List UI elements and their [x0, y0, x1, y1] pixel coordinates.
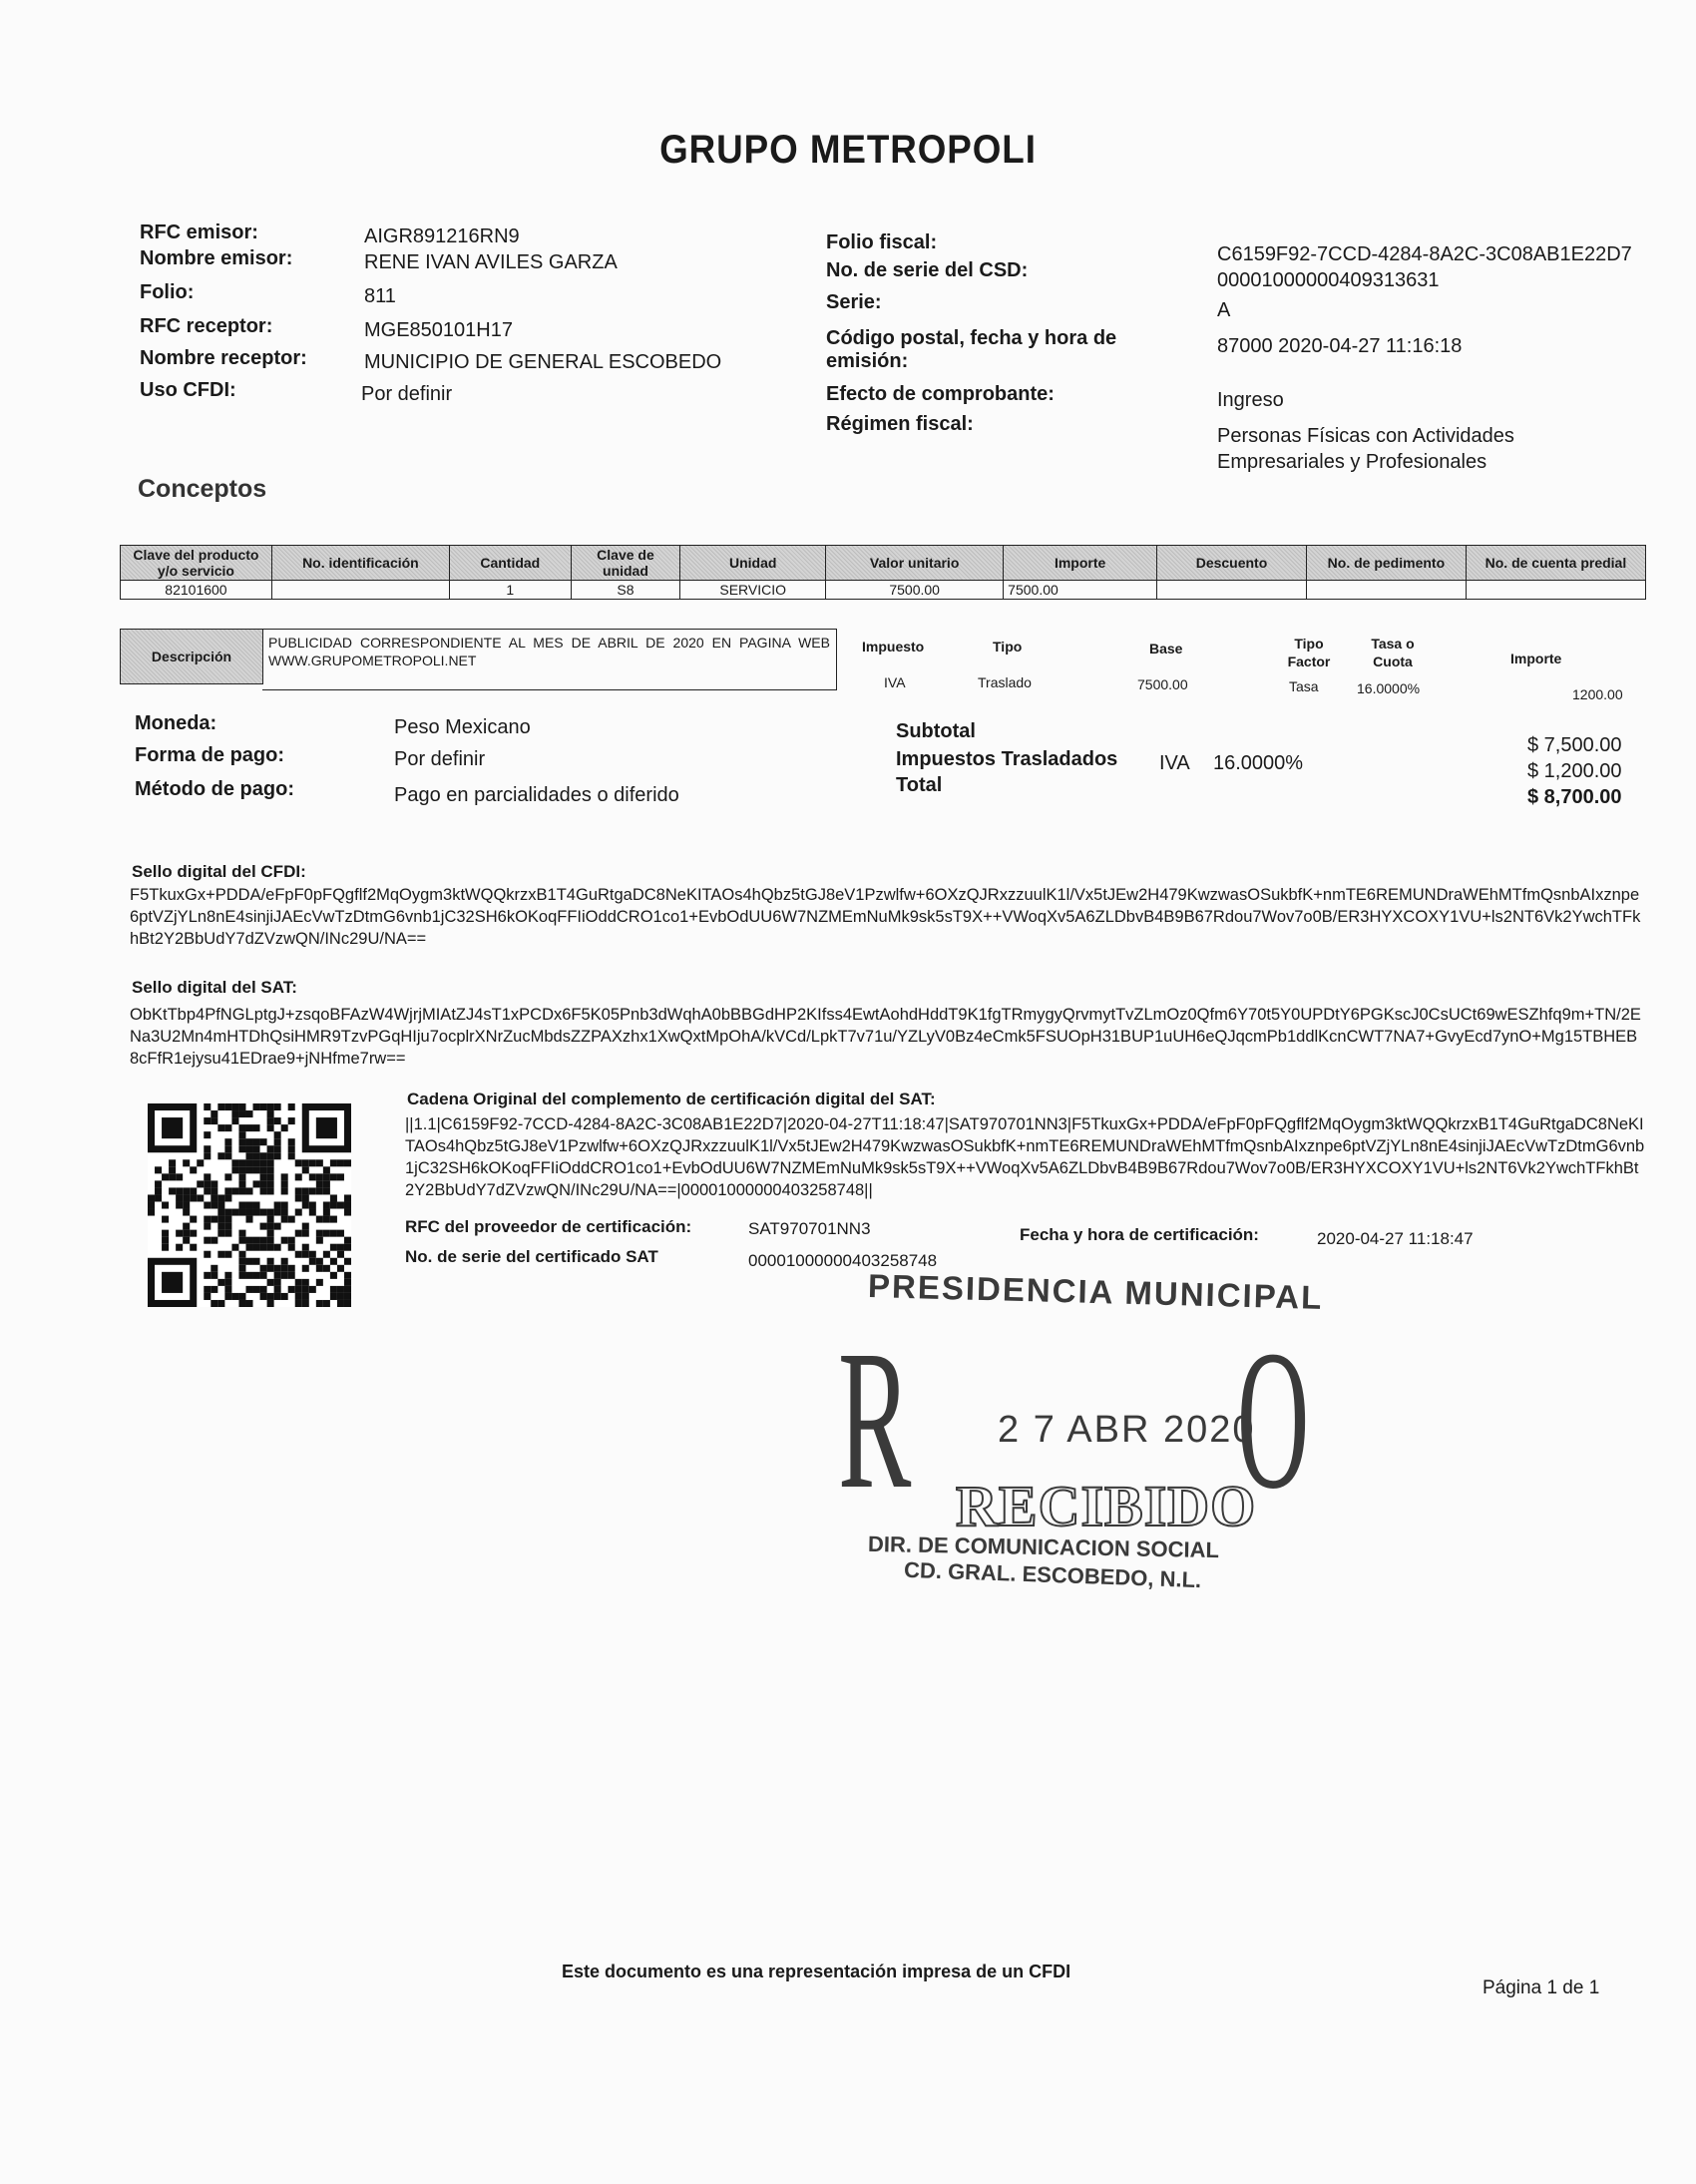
qr-code — [148, 1103, 351, 1307]
cell-importe: 7500.00 — [1004, 581, 1157, 600]
imp-header-base: Base — [1149, 641, 1183, 656]
efecto-value: Ingreso — [1217, 389, 1284, 411]
imp-header-tipo-factor: Tipo Factor — [1287, 636, 1331, 669]
impuestos-tipo: IVA — [1159, 752, 1190, 774]
imp-cell-tipo: Traslado — [978, 674, 1032, 690]
col-valor-unitario: Valor unitario — [826, 546, 1004, 581]
uso-cfdi-value: Por definir — [361, 383, 453, 405]
sello-cfdi-label: Sello digital del CFDI: — [132, 862, 306, 881]
footer-note: Este documento es una representación impresa de un CFDI — [562, 1962, 1071, 1981]
stamp-recibido: RECIBIDO — [956, 1474, 1257, 1538]
cell-no-identificacion — [271, 581, 449, 600]
metodo-pago-label: Método de pago: — [135, 778, 294, 800]
received-stamp — [838, 1265, 1337, 1614]
qr-modules — [148, 1103, 351, 1307]
serie-value: A — [1217, 299, 1231, 321]
conceptos-table — [120, 545, 1646, 600]
cadena-value: ||1.1|C6159F92-7CCD-4284-8A2C-3C08AB1E22D7|2020-04-27T11:18:47|SAT970701NN3|F5TkuxGx+PDDA/eFpF0pFQgflf2MqOygm3ktWQQkrzxB1T4GuRtgaDC8NeKITAOs4hQbz5tGJ8eV1Pzwlfw+6OXzQJRxzzuulK1l/Vx5tJEw2H479KwzwasOSukbfK+nmTE6REMUNDraWEhMTfmQsnbAIxznpe6ptVZjYLn8nE4sinjiJAEcVwTzDtmG6vnb1jC32SH6kOKoqFFIiOddCRO1co1+EvbOdUU6W7NZMEmNuMk9sk5sT9X++VWoqXv5A6ZLDbvB4B9B67Rdou7Wov7o0B/ER3HYXCOXY1VU+ls2NT6Vk2YwchTFkhBt2Y2BbUdY7dZVzwQN/INc29U/NA==|00001000000403258748|| — [405, 1115, 1645, 1199]
page-number: Página 1 de 1 — [1483, 1977, 1600, 1998]
stamp-line3: CD. GRAL. ESCOBEDO, N.L. — [903, 1556, 1202, 1593]
sello-cfdi-value: F5TkuxGx+PDDA/eFpF0pFQgflf2MqOygm3ktWQQkrzxB1T4GuRtgaDC8NeKITAOs4hQbz5tGJ8eV1Pzwlfw+6OXzQJRxzzuulK1l/Vx5tJEw2H479KwzwasOSukbfK+nmTE6REMUNDraWEhMTfmQsnbAIxznpe6ptVZjYLn8nE4sinjiJAEcVwTzDtmG6vnb1jC32SH6kOKoqFFIiOddCRO1co1+EvbOdUU6W7NZMEmNuMk9sk5sT9X++VWoqXv5A6ZLDbvB4B9B67Rdou7Wov7o0B/ER3HYXCOXY1VU+ls2NT6Vk2YwchTFkhBt2Y2BbUdY7dZVzwQN/INc29U/NA== — [130, 886, 1641, 948]
cell-cuenta-predial — [1466, 581, 1645, 600]
nombre-emisor-label: Nombre emisor: — [140, 247, 293, 269]
folio-fiscal-label: Folio fiscal: — [826, 231, 938, 253]
cell-clave-producto: 82101600 — [121, 581, 272, 600]
impuestos-tasa: 16.0000% — [1213, 752, 1304, 774]
regimen-value: Personas Físicas con Actividades Empresariales y Profesionales — [1217, 425, 1514, 473]
col-cantidad: Cantidad — [449, 546, 571, 581]
fiscal-block — [826, 231, 1674, 481]
stamp-line1: PRESIDENCIA MUNICIPAL — [867, 1267, 1324, 1316]
cell-cantidad: 1 — [449, 581, 571, 600]
impuestos-label: Impuestos Trasladados — [896, 748, 1118, 770]
fecha-cert-value: 2020-04-27 11:18:47 — [1317, 1229, 1474, 1248]
rfc-emisor-label: RFC emisor: — [140, 221, 258, 243]
cell-descuento — [1157, 581, 1307, 600]
imp-header-importe: Importe — [1510, 651, 1562, 666]
cell-no-pedimento — [1306, 581, 1466, 600]
cp-fecha-label: Código postal, fecha y hora de emisión: — [826, 327, 1117, 372]
stamp-letter-o: O — [1237, 1310, 1310, 1530]
efecto-label: Efecto de comprobante: — [826, 383, 1055, 405]
forma-pago-label: Forma de pago: — [135, 744, 285, 766]
serie-cert-value: 00001000000403258748 — [748, 1251, 938, 1270]
metodo-pago-value: Pago en parcialidades o diferido — [394, 784, 679, 806]
regimen-label: Régimen fiscal: — [826, 413, 974, 435]
serie-cert-label: No. de serie del certificado SAT — [405, 1247, 658, 1266]
forma-pago-value: Por definir — [394, 748, 486, 770]
imp-cell-tipo-factor: Tasa — [1289, 678, 1319, 694]
imp-cell-base: 7500.00 — [1137, 676, 1188, 692]
uso-cfdi-label: Uso CFDI: — [140, 379, 236, 401]
rfc-receptor-value: MGE850101H17 — [364, 319, 513, 341]
cadena-label: Cadena Original del complemento de certificación digital del SAT: — [407, 1090, 936, 1108]
imp-header-impuesto: Impuesto — [862, 639, 925, 655]
fecha-cert-label: Fecha y hora de certificación: — [1020, 1225, 1259, 1244]
col-no-identificacion: No. identificación — [271, 546, 449, 581]
moneda-value: Peso Mexicano — [394, 716, 531, 738]
descripcion-label: Descripción — [120, 629, 263, 684]
conceptos-title: Conceptos — [138, 475, 267, 503]
impuestos-value: $ 1,200.00 — [1527, 760, 1622, 782]
total-value: $ 8,700.00 — [1527, 786, 1622, 808]
stamp-letter-r: R — [838, 1310, 912, 1530]
serie-csd-label: No. de serie del CSD: — [826, 259, 1029, 281]
col-importe: Importe — [1004, 546, 1157, 581]
col-clave-producto: Clave del producto y/o servicio — [121, 546, 272, 581]
conceptos-header-row — [121, 546, 1646, 581]
rfc-proveedor-value: SAT970701NN3 — [748, 1219, 871, 1238]
company-title: GRUPO METROPOLI — [659, 128, 1037, 172]
table-row — [121, 581, 1646, 600]
nombre-receptor-value: MUNICIPIO DE GENERAL ESCOBEDO — [364, 351, 722, 373]
cell-clave-unidad: S8 — [571, 581, 680, 600]
sello-sat-value: ObKtTbp4PfNGLptgJ+zsqoBFAzW4WjrjMIAtZJ4sT1xPCDx6F5K05Pnb3dWqhA0bBBGdHP2KIfss4EwtAohdHddT9K1fgTRmygyQrvmytTvZLmOz0Qfm6Y70t5Y0UPDtY6PGKscJ0CsUCt69wESZhfq9m+TN/2ENa3U2Mn4mHTDhQsiHMR9TzvPGqHIju7ocplrXNrZucMbdsZZPAXzhx1XwQxtMpOhA/kVCd/LpkT7v71u/YZLyV0Bz4eCmk5FSUOpH31BUP1uUH6eQJqcmPb1ddlKcnCWT7NA7+GvyEcd7ynO+Mg15TBHEB8cFfR1ejysu41EDrae9+jNHfme7rw== — [130, 1006, 1641, 1068]
moneda-label: Moneda: — [135, 712, 217, 734]
serie-label: Serie: — [826, 291, 882, 313]
folio-fiscal-value: C6159F92-7CCD-4284-8A2C-3C08AB1E22D7 — [1217, 243, 1632, 265]
descripcion-value: PUBLICIDAD CORRESPONDIENTE AL MES DE ABRIL DE 2020 EN PAGINA WEB WWW.GRUPOMETROPOLI.NET — [262, 629, 837, 690]
nombre-emisor-value: RENE IVAN AVILES GARZA — [364, 251, 618, 273]
total-label: Total — [896, 774, 943, 796]
imp-cell-impuesto: IVA — [884, 674, 906, 690]
col-descuento: Descuento — [1157, 546, 1307, 581]
stamp-date: 2 7 ABR 2020 — [998, 1409, 1256, 1451]
col-unidad: Unidad — [680, 546, 826, 581]
sello-sat-label: Sello digital del SAT: — [132, 978, 297, 997]
subtotal-value: $ 7,500.00 — [1527, 734, 1622, 756]
imp-cell-importe: 1200.00 — [1572, 686, 1623, 702]
imp-header-tasa-cuota: Tasa o Cuota — [1371, 636, 1415, 669]
col-clave-unidad: Clave de unidad — [571, 546, 680, 581]
rfc-receptor-label: RFC receptor: — [140, 315, 273, 337]
imp-cell-tasa-cuota: 16.0000% — [1357, 680, 1421, 696]
cell-valor-unitario: 7500.00 — [826, 581, 1004, 600]
subtotal-label: Subtotal — [896, 720, 976, 742]
folio-value: 811 — [364, 285, 396, 307]
folio-label: Folio: — [140, 281, 195, 303]
cell-unidad: SERVICIO — [680, 581, 826, 600]
imp-header-tipo: Tipo — [993, 639, 1023, 655]
col-no-pedimento: No. de pedimento — [1306, 546, 1466, 581]
nombre-receptor-label: Nombre receptor: — [140, 347, 307, 369]
rfc-emisor-value: AIGR891216RN9 — [364, 225, 520, 247]
rfc-proveedor-label: RFC del proveedor de certificación: — [405, 1217, 692, 1236]
col-cuenta-predial: No. de cuenta predial — [1466, 546, 1645, 581]
serie-csd-value: 00001000000409313631 — [1217, 269, 1440, 291]
stamp-line2: DIR. DE COMUNICACION SOCIAL — [867, 1530, 1220, 1563]
cp-fecha-value: 87000 2020-04-27 11:16:18 — [1217, 335, 1463, 357]
